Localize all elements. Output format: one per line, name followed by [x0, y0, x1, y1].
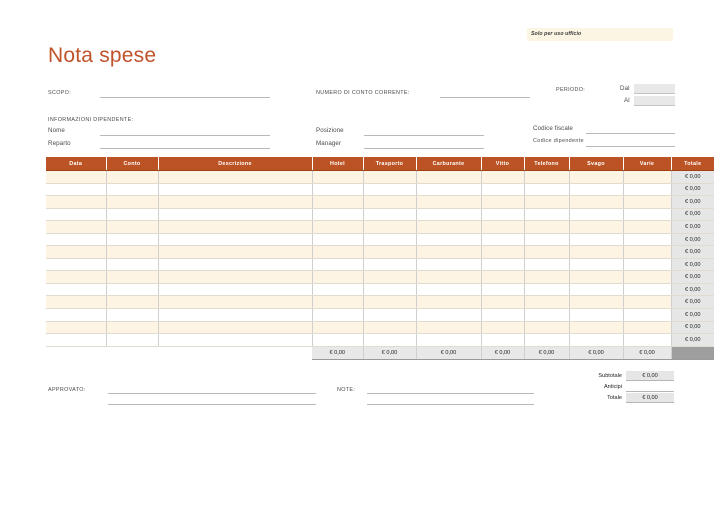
row-input-cell[interactable] [524, 321, 569, 334]
row-input-cell[interactable] [416, 309, 481, 322]
row-input-cell[interactable] [569, 309, 623, 322]
row-input-cell[interactable] [106, 271, 158, 284]
column-header-carburante[interactable]: Carburante [416, 157, 481, 171]
approvato-input-line-2[interactable] [108, 404, 316, 405]
row-input-cell[interactable] [524, 233, 569, 246]
row-input-cell[interactable] [524, 183, 569, 196]
row-input-cell[interactable] [416, 321, 481, 334]
row-input-cell[interactable] [106, 283, 158, 296]
row-input-cell[interactable] [363, 321, 416, 334]
table-totals-row [46, 346, 714, 359]
totale-value: € 0,00 [626, 393, 674, 403]
summary-row-anticipi [568, 381, 674, 392]
row-input-cell[interactable] [481, 196, 524, 209]
row-input-cell[interactable] [524, 196, 569, 209]
note-input-line-2[interactable] [367, 404, 534, 405]
anticipi-input[interactable] [626, 382, 674, 392]
row-input-cell[interactable] [46, 208, 106, 221]
row-input-cell[interactable] [524, 246, 569, 259]
totals-telefono: € 0,00 [524, 346, 569, 359]
row-input-cell[interactable] [416, 296, 481, 309]
column-header-conto[interactable]: Conto [106, 157, 158, 171]
row-total-cell: € 0,00 [671, 334, 714, 347]
row-input-cell[interactable] [363, 246, 416, 259]
row-input-cell[interactable] [569, 296, 623, 309]
row-input-cell[interactable] [106, 296, 158, 309]
row-input-cell[interactable] [481, 183, 524, 196]
row-input-cell[interactable] [524, 221, 569, 234]
row-input-cell[interactable] [524, 283, 569, 296]
table-row [46, 183, 714, 196]
row-input-cell[interactable] [312, 183, 363, 196]
table-body [46, 171, 714, 347]
row-input-cell[interactable] [481, 171, 524, 184]
row-input-cell[interactable] [481, 258, 524, 271]
row-input-cell[interactable] [312, 258, 363, 271]
row-input-cell[interactable] [106, 183, 158, 196]
row-input-cell[interactable] [623, 196, 671, 209]
al-input[interactable] [634, 96, 675, 106]
row-input-cell[interactable] [481, 309, 524, 322]
row-input-cell[interactable] [416, 196, 481, 209]
row-input-cell[interactable] [312, 171, 363, 184]
row-input-cell[interactable] [46, 171, 106, 184]
table-row [46, 196, 714, 209]
totals-blank-conto [106, 346, 158, 359]
row-input-cell[interactable] [312, 296, 363, 309]
subtotale-value: € 0,00 [626, 371, 674, 381]
column-header-vitto[interactable]: Vitto [481, 157, 524, 171]
table-row [46, 271, 714, 284]
row-input-cell[interactable] [569, 334, 623, 347]
row-total-cell: € 0,00 [671, 196, 714, 209]
row-total-cell: € 0,00 [671, 321, 714, 334]
row-input-cell[interactable] [569, 283, 623, 296]
totale-label: Totale [607, 395, 622, 402]
row-input-cell[interactable] [524, 309, 569, 322]
row-input-cell[interactable] [158, 334, 312, 347]
al-label: Al [624, 97, 630, 104]
row-input-cell[interactable] [158, 321, 312, 334]
row-input-cell[interactable] [623, 233, 671, 246]
row-input-cell[interactable] [106, 258, 158, 271]
note-input-line-1[interactable] [367, 393, 534, 394]
row-input-cell[interactable] [363, 271, 416, 284]
note-label: NOTE: [337, 387, 356, 393]
summary-row-totale [568, 393, 674, 404]
row-input-cell[interactable] [569, 233, 623, 246]
row-input-cell[interactable] [481, 246, 524, 259]
manager-input[interactable] [364, 148, 484, 149]
row-input-cell[interactable] [416, 183, 481, 196]
dal-label: Dal [620, 85, 630, 92]
row-input-cell[interactable] [363, 196, 416, 209]
row-input-cell[interactable] [46, 183, 106, 196]
column-header-descrizione[interactable]: Descrizione [158, 157, 312, 171]
row-input-cell[interactable] [312, 334, 363, 347]
column-header-svago[interactable]: Svago [569, 157, 623, 171]
table-row [46, 171, 714, 184]
row-input-cell[interactable] [416, 258, 481, 271]
row-input-cell[interactable] [312, 309, 363, 322]
row-total-cell: € 0,00 [671, 171, 714, 184]
row-input-cell[interactable] [312, 321, 363, 334]
row-input-cell[interactable] [481, 321, 524, 334]
row-input-cell[interactable] [623, 309, 671, 322]
row-input-cell[interactable] [158, 196, 312, 209]
row-input-cell[interactable] [481, 221, 524, 234]
row-input-cell[interactable] [158, 183, 312, 196]
row-input-cell[interactable] [524, 334, 569, 347]
row-input-cell[interactable] [46, 246, 106, 259]
table-row [46, 334, 714, 347]
row-input-cell[interactable] [106, 233, 158, 246]
row-input-cell[interactable] [363, 258, 416, 271]
dal-input[interactable] [634, 84, 675, 94]
periodo-label: PERIODO: [556, 87, 586, 93]
row-input-cell[interactable] [158, 283, 312, 296]
table-row [46, 258, 714, 271]
expense-table [46, 157, 714, 360]
row-input-cell[interactable] [524, 171, 569, 184]
table-row [46, 246, 714, 259]
approvato-label: APPROVATO: [48, 387, 86, 393]
nome-input[interactable] [100, 135, 270, 136]
row-input-cell[interactable] [623, 321, 671, 334]
scopo-input[interactable] [100, 97, 270, 98]
table-row [46, 208, 714, 221]
row-input-cell[interactable] [569, 196, 623, 209]
table-row [46, 296, 714, 309]
row-input-cell[interactable] [481, 334, 524, 347]
column-header-varie[interactable]: Varie [623, 157, 671, 171]
totals-varie: € 0,00 [623, 346, 671, 359]
row-input-cell[interactable] [416, 334, 481, 347]
table-row [46, 309, 714, 322]
row-input-cell[interactable] [106, 221, 158, 234]
row-input-cell[interactable] [106, 321, 158, 334]
row-input-cell[interactable] [158, 271, 312, 284]
row-total-cell: € 0,00 [671, 183, 714, 196]
totals-svago: € 0,00 [569, 346, 623, 359]
totals-carburante: € 0,00 [416, 346, 481, 359]
row-input-cell[interactable] [623, 246, 671, 259]
row-input-cell[interactable] [569, 171, 623, 184]
row-input-cell[interactable] [158, 208, 312, 221]
row-input-cell[interactable] [106, 334, 158, 347]
row-input-cell[interactable] [524, 296, 569, 309]
row-input-cell[interactable] [158, 246, 312, 259]
column-header-data[interactable]: Data [46, 157, 106, 171]
row-input-cell[interactable] [46, 283, 106, 296]
row-input-cell[interactable] [569, 208, 623, 221]
row-input-cell[interactable] [481, 271, 524, 284]
codice-dipendente-label: Codice dipendente [533, 138, 584, 144]
table-row [46, 321, 714, 334]
row-input-cell[interactable] [158, 258, 312, 271]
posizione-input[interactable] [364, 135, 484, 136]
row-input-cell[interactable] [158, 171, 312, 184]
row-total-cell: € 0,00 [671, 258, 714, 271]
row-input-cell[interactable] [416, 171, 481, 184]
row-input-cell[interactable] [312, 283, 363, 296]
row-input-cell[interactable] [363, 221, 416, 234]
row-input-cell[interactable] [623, 208, 671, 221]
row-input-cell[interactable] [524, 208, 569, 221]
row-input-cell[interactable] [363, 296, 416, 309]
totals-vitto: € 0,00 [481, 346, 524, 359]
row-input-cell[interactable] [481, 208, 524, 221]
codice-fiscale-input[interactable] [586, 133, 675, 134]
row-input-cell[interactable] [363, 283, 416, 296]
reparto-input[interactable] [100, 148, 270, 149]
row-input-cell[interactable] [312, 246, 363, 259]
row-input-cell[interactable] [363, 208, 416, 221]
row-input-cell[interactable] [481, 283, 524, 296]
row-input-cell[interactable] [46, 271, 106, 284]
codice-fiscale-label: Codice fiscale [533, 125, 573, 132]
column-header-telefono[interactable]: Telefono [524, 157, 569, 171]
table-row [46, 283, 714, 296]
totals-tail [671, 346, 714, 359]
row-input-cell[interactable] [312, 233, 363, 246]
row-input-cell[interactable] [363, 183, 416, 196]
row-input-cell[interactable] [158, 309, 312, 322]
row-input-cell[interactable] [312, 221, 363, 234]
scopo-label: SCOPO: [48, 90, 72, 96]
row-input-cell[interactable] [623, 258, 671, 271]
summary-row-subtotale [568, 370, 674, 381]
table-row [46, 233, 714, 246]
page-title: Nota spese [48, 44, 157, 67]
row-total-cell: € 0,00 [671, 208, 714, 221]
totals-blank-descrizione [158, 346, 312, 359]
column-header-hotel[interactable]: Hotel [312, 157, 363, 171]
row-input-cell[interactable] [416, 283, 481, 296]
row-input-cell[interactable] [569, 321, 623, 334]
column-header-trasporto[interactable]: Trasporto [363, 157, 416, 171]
conto-corrente-input[interactable] [440, 97, 530, 98]
row-input-cell[interactable] [623, 221, 671, 234]
row-input-cell[interactable] [312, 196, 363, 209]
row-input-cell[interactable] [46, 321, 106, 334]
row-input-cell[interactable] [569, 258, 623, 271]
row-input-cell[interactable] [106, 208, 158, 221]
row-input-cell[interactable] [569, 221, 623, 234]
row-input-cell[interactable] [524, 271, 569, 284]
row-input-cell[interactable] [363, 233, 416, 246]
row-input-cell[interactable] [46, 221, 106, 234]
row-input-cell[interactable] [363, 334, 416, 347]
row-input-cell[interactable] [481, 296, 524, 309]
row-input-cell[interactable] [46, 334, 106, 347]
row-input-cell[interactable] [416, 221, 481, 234]
row-input-cell[interactable] [158, 296, 312, 309]
totals-trasporto: € 0,00 [363, 346, 416, 359]
row-input-cell[interactable] [416, 246, 481, 259]
subtotale-label: Subtotale [598, 372, 622, 379]
row-input-cell[interactable] [623, 183, 671, 196]
row-input-cell[interactable] [623, 271, 671, 284]
row-total-cell: € 0,00 [671, 309, 714, 322]
row-input-cell[interactable] [312, 271, 363, 284]
row-input-cell[interactable] [106, 196, 158, 209]
row-input-cell[interactable] [363, 171, 416, 184]
row-input-cell[interactable] [46, 258, 106, 271]
nome-label: Nome [48, 127, 65, 134]
row-input-cell[interactable] [106, 171, 158, 184]
conto-corrente-label: NUMERO DI CONTO CORRENTE: [316, 90, 410, 96]
row-input-cell[interactable] [363, 309, 416, 322]
row-input-cell[interactable] [46, 233, 106, 246]
row-input-cell[interactable] [106, 246, 158, 259]
row-input-cell[interactable] [158, 233, 312, 246]
table-row [46, 221, 714, 234]
reparto-label: Reparto [48, 140, 71, 147]
row-input-cell[interactable] [569, 183, 623, 196]
row-total-cell: € 0,00 [671, 271, 714, 284]
table-header-row [46, 157, 714, 171]
manager-label: Manager [316, 140, 342, 147]
codice-dipendente-input[interactable] [586, 146, 675, 147]
row-input-cell[interactable] [569, 246, 623, 259]
approvato-input-line-1[interactable] [108, 393, 316, 394]
row-input-cell[interactable] [158, 221, 312, 234]
totals-blank-data [46, 346, 106, 359]
office-use-note: Solo per uso ufficio [527, 28, 673, 41]
row-input-cell[interactable] [46, 309, 106, 322]
row-input-cell[interactable] [481, 233, 524, 246]
row-input-cell[interactable] [623, 171, 671, 184]
column-header-totale[interactable]: Totale [671, 157, 714, 171]
row-input-cell[interactable] [106, 309, 158, 322]
row-input-cell[interactable] [46, 296, 106, 309]
row-input-cell[interactable] [312, 208, 363, 221]
row-input-cell[interactable] [623, 334, 671, 347]
row-input-cell[interactable] [524, 258, 569, 271]
posizione-label: Posizione [316, 127, 344, 134]
totals-hotel: € 0,00 [312, 346, 363, 359]
row-input-cell[interactable] [46, 196, 106, 209]
row-input-cell[interactable] [416, 233, 481, 246]
row-total-cell: € 0,00 [671, 246, 714, 259]
employee-section-label: INFORMAZIONI DIPENDENTE: [48, 117, 134, 123]
row-input-cell[interactable] [416, 271, 481, 284]
anticipi-label: Anticipi [603, 383, 622, 390]
row-total-cell: € 0,00 [671, 221, 714, 234]
row-total-cell: € 0,00 [671, 296, 714, 309]
row-input-cell[interactable] [416, 208, 481, 221]
row-total-cell: € 0,00 [671, 283, 714, 296]
summary-block [568, 370, 674, 404]
row-input-cell[interactable] [623, 283, 671, 296]
row-total-cell: € 0,00 [671, 233, 714, 246]
row-input-cell[interactable] [569, 271, 623, 284]
row-input-cell[interactable] [623, 296, 671, 309]
